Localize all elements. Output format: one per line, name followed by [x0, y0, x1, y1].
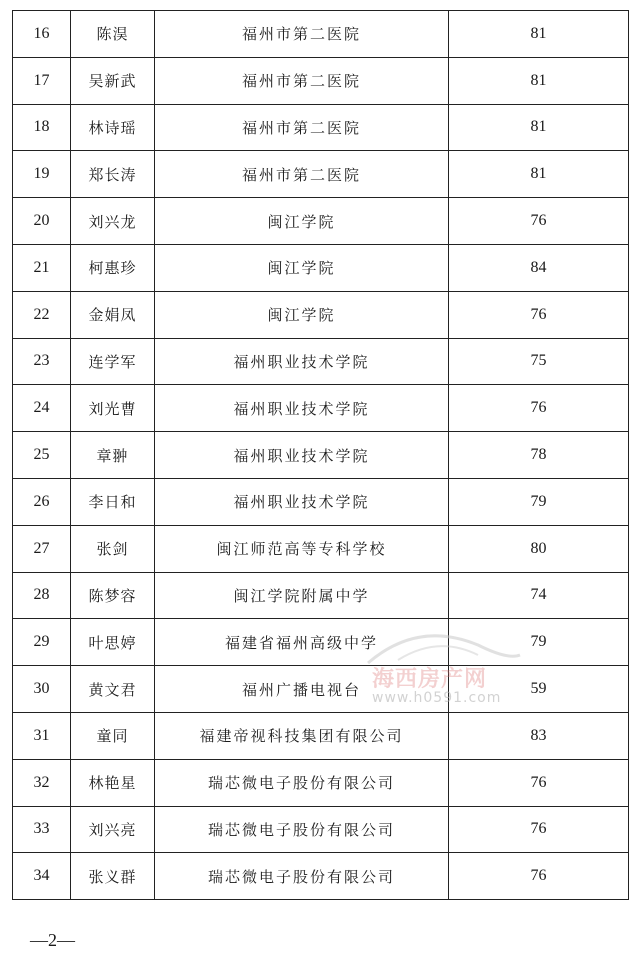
unit-cell: 福州职业技术学院: [155, 478, 449, 525]
unit-cell: 闽江学院附属中学: [155, 572, 449, 619]
score-cell: 80: [449, 525, 629, 572]
row-number-cell: 22: [13, 291, 71, 338]
unit-cell: 福州市第二医院: [155, 57, 449, 104]
score-cell: 81: [449, 11, 629, 58]
name-cell: 叶思婷: [71, 619, 155, 666]
name-cell: 章翀: [71, 432, 155, 479]
score-cell: 81: [449, 57, 629, 104]
unit-cell: 福州市第二医院: [155, 11, 449, 58]
table-row: [13, 759, 629, 806]
row-number-cell: 32: [13, 759, 71, 806]
row-number-cell: 34: [13, 853, 71, 900]
name-cell: 刘兴龙: [71, 198, 155, 245]
score-cell: 78: [449, 432, 629, 479]
name-cell: 童同: [71, 712, 155, 759]
table-row: [13, 572, 629, 619]
unit-cell: 闽江学院: [155, 291, 449, 338]
table-row: [13, 57, 629, 104]
name-cell: 李日和: [71, 478, 155, 525]
table-row: [13, 619, 629, 666]
table-row: [13, 853, 629, 900]
score-cell: 59: [449, 666, 629, 713]
table-row: [13, 666, 629, 713]
unit-cell: 福州职业技术学院: [155, 338, 449, 385]
table-row: [13, 806, 629, 853]
row-number-cell: 26: [13, 478, 71, 525]
unit-cell: 福州市第二医院: [155, 104, 449, 151]
unit-cell: 福州职业技术学院: [155, 432, 449, 479]
page-number: —2—: [30, 930, 75, 950]
score-cell: 74: [449, 572, 629, 619]
score-cell: 81: [449, 151, 629, 198]
row-number-cell: 29: [13, 619, 71, 666]
table-row: [13, 104, 629, 151]
row-number-cell: 17: [13, 57, 71, 104]
name-cell: 张剑: [71, 525, 155, 572]
table-row: [13, 478, 629, 525]
table-row: [13, 338, 629, 385]
row-number-cell: 30: [13, 666, 71, 713]
row-number-cell: 24: [13, 385, 71, 432]
row-number-cell: 23: [13, 338, 71, 385]
name-cell: 林诗瑶: [71, 104, 155, 151]
name-cell: 刘光曹: [71, 385, 155, 432]
name-cell: 黄文君: [71, 666, 155, 713]
row-number-cell: 25: [13, 432, 71, 479]
name-cell: 刘兴亮: [71, 806, 155, 853]
name-cell: 金娟凤: [71, 291, 155, 338]
unit-cell: 福建帝视科技集团有限公司: [155, 712, 449, 759]
score-cell: 76: [449, 198, 629, 245]
name-cell: 连学军: [71, 338, 155, 385]
unit-cell: 瑞芯微电子股份有限公司: [155, 759, 449, 806]
table-row: [13, 198, 629, 245]
score-cell: 76: [449, 385, 629, 432]
score-cell: 81: [449, 104, 629, 151]
name-cell: 柯惠珍: [71, 244, 155, 291]
table-row: [13, 432, 629, 479]
unit-cell: 福州职业技术学院: [155, 385, 449, 432]
score-cell: 79: [449, 619, 629, 666]
unit-cell: 福州广播电视台: [155, 666, 449, 713]
score-cell: 76: [449, 759, 629, 806]
score-cell: 76: [449, 853, 629, 900]
score-table-container: [12, 10, 628, 900]
watermark-url: www.h0591.com: [372, 690, 502, 706]
row-number-cell: 20: [13, 198, 71, 245]
score-cell: 83: [449, 712, 629, 759]
row-number-cell: 27: [13, 525, 71, 572]
score-table: [12, 10, 629, 900]
score-cell: 84: [449, 244, 629, 291]
name-cell: 陈梦容: [71, 572, 155, 619]
unit-cell: 闽江师范高等专科学校: [155, 525, 449, 572]
unit-cell: 闽江学院: [155, 198, 449, 245]
score-table-body: [13, 11, 629, 900]
score-cell: 76: [449, 291, 629, 338]
watermark-name: 海西房产网: [372, 667, 488, 692]
unit-cell: 闽江学院: [155, 244, 449, 291]
unit-cell: 福州市第二医院: [155, 151, 449, 198]
name-cell: 郑长涛: [71, 151, 155, 198]
unit-cell: 瑞芯微电子股份有限公司: [155, 806, 449, 853]
table-row: [13, 525, 629, 572]
row-number-cell: 31: [13, 712, 71, 759]
row-number-cell: 21: [13, 244, 71, 291]
row-number-cell: 18: [13, 104, 71, 151]
score-cell: 76: [449, 806, 629, 853]
table-row: [13, 11, 629, 58]
name-cell: 林艳星: [71, 759, 155, 806]
table-row: [13, 385, 629, 432]
table-row: [13, 712, 629, 759]
row-number-cell: 33: [13, 806, 71, 853]
row-number-cell: 28: [13, 572, 71, 619]
name-cell: 陈淏: [71, 11, 155, 58]
unit-cell: 福建省福州高级中学: [155, 619, 449, 666]
name-cell: 吴新武: [71, 57, 155, 104]
score-cell: 79: [449, 478, 629, 525]
table-row: [13, 151, 629, 198]
table-row: [13, 244, 629, 291]
row-number-cell: 19: [13, 151, 71, 198]
row-number-cell: 16: [13, 11, 71, 58]
unit-cell: 瑞芯微电子股份有限公司: [155, 853, 449, 900]
name-cell: 张义群: [71, 853, 155, 900]
table-row: [13, 291, 629, 338]
score-cell: 75: [449, 338, 629, 385]
